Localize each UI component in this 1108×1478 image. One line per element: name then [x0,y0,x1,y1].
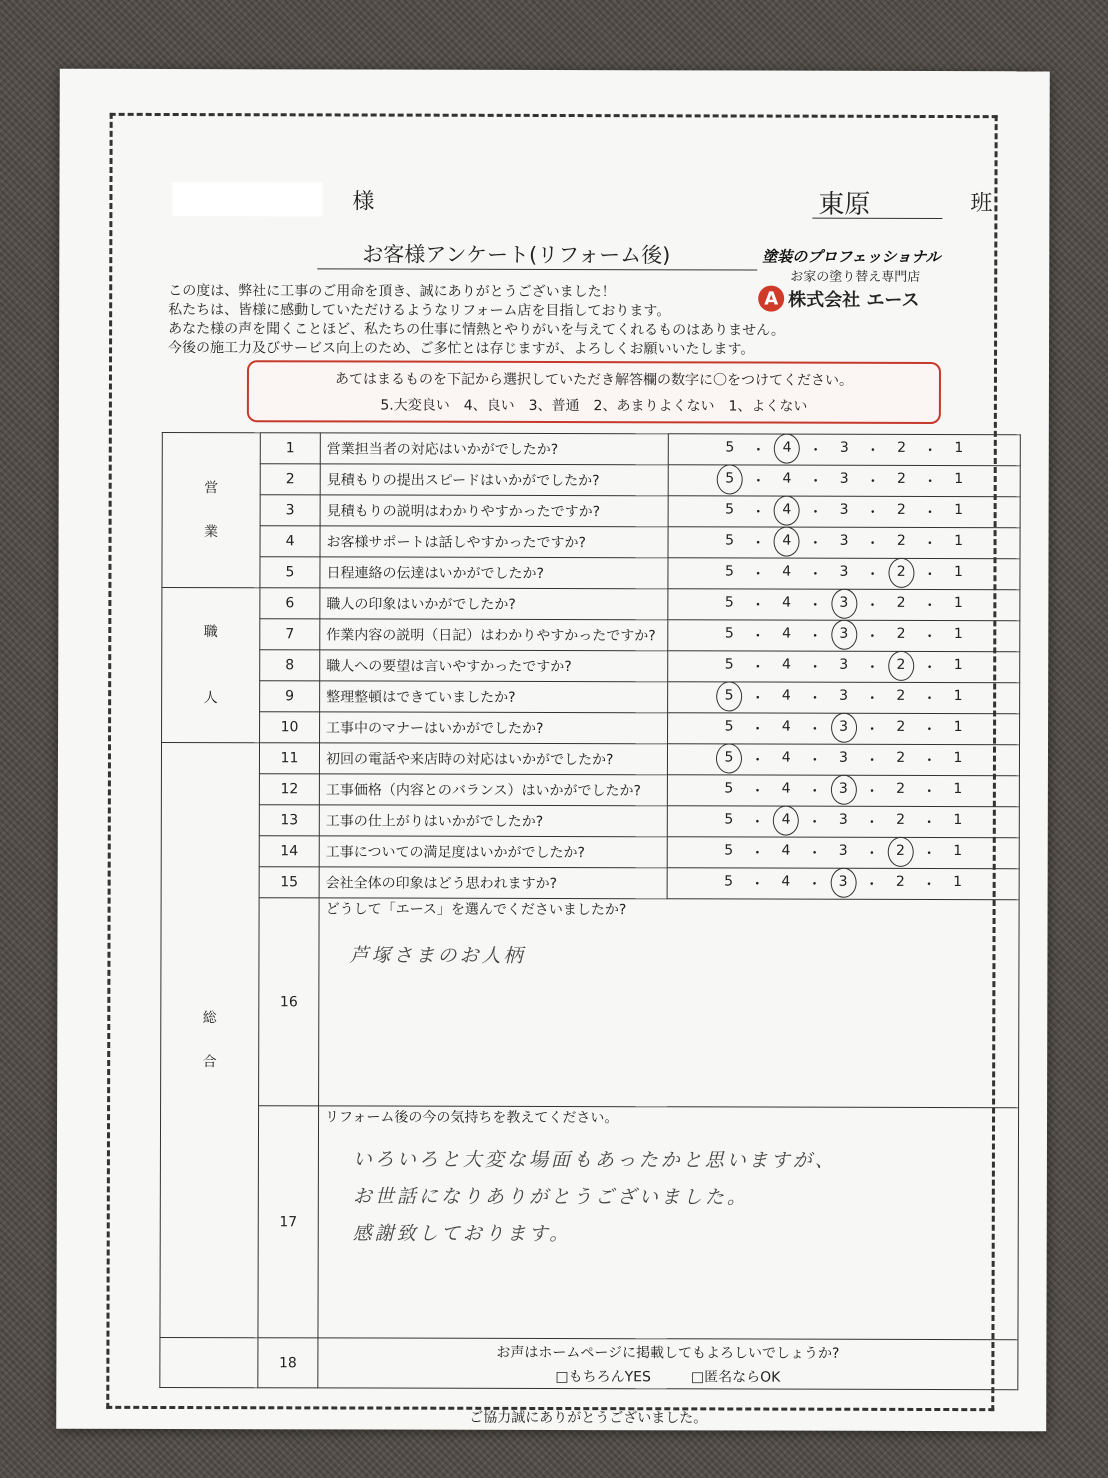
scale-legend: 5.大変良い 4、良い 3、普通 2、あまりよくない 1、よくない [380,397,808,415]
scale-option[interactable]: 1 [954,471,964,488]
question-text: 見積もりの提出スピードはいかがでしたか? [320,464,668,496]
answer-scale[interactable] [668,589,1020,621]
intro-line: あなた様の声を聞くことほど、私たちの仕事に情熱とやりがいを与えてくれるものはありません。 [168,320,785,339]
scale-option[interactable]: 4 [782,594,792,611]
scale-option[interactable]: 2 [896,749,906,766]
scale-dot: ・ [864,814,879,831]
scale-dot: ・ [864,783,880,800]
scale-option[interactable]: 5 [724,563,734,580]
scale-dot: ・ [808,597,823,614]
question-text: 整理整頓はできていましたか? [320,681,668,713]
scale-option[interactable]: 2 [896,501,906,518]
scale-option-selected[interactable]: 4 [772,440,802,460]
scale-option-selected[interactable]: 5 [715,470,745,490]
question-row [162,618,1020,651]
scale-dot: ・ [807,876,822,893]
scale-option[interactable]: 1 [953,595,963,612]
scale-dot: ・ [865,504,880,521]
scale-dot: ・ [807,845,822,862]
intro-line: この度は、弊社に工事のご用命を頂き、誠にありがとうございました！ [168,282,616,301]
answer-scale[interactable] [668,651,1020,683]
scale-dot: ・ [865,628,880,645]
scale-dot: ・ [922,783,937,801]
question-row [161,835,1019,868]
scale-option-selected[interactable]: 3 [829,595,859,615]
scale-option-selected[interactable]: 3 [828,781,858,801]
scale-option[interactable]: 1 [953,843,963,860]
scale-dot: ・ [922,690,937,708]
scale-option[interactable]: 4 [781,749,791,766]
scale-option[interactable]: 5 [724,873,734,890]
category-blank [160,1337,258,1387]
scale-option[interactable]: 4 [782,470,792,487]
scale-dot: ・ [865,659,880,676]
scale-option[interactable]: 1 [953,812,963,829]
scale-dot: ・ [865,535,880,552]
scale-option[interactable]: 3 [839,470,849,487]
question-number: 11 [259,743,319,774]
publish-consent [318,1338,1018,1390]
handwritten-answer: 芦塚さまのお人柄 [349,944,526,967]
scale-dot: ・ [808,504,823,521]
scale-option[interactable]: 2 [896,470,906,487]
consent-anon-checkbox[interactable]: □匿名ならOK [690,1368,781,1386]
question-number: 9 [260,681,320,712]
scale-dot: ・ [750,721,765,738]
scale-option-selected[interactable]: 4 [772,502,802,522]
handwritten-line: いろいろと大変な場面もあったかと思いますが、 [352,1148,837,1172]
scale-dot: ・ [807,752,822,769]
answer-scale[interactable] [668,527,1020,559]
scale-option[interactable]: 2 [896,811,906,828]
scale-dot: ・ [750,845,765,862]
scale-option[interactable]: 5 [724,842,734,859]
scale-option[interactable]: 4 [782,625,792,642]
scale-dot: ・ [865,473,880,490]
thank-you-footer: ご協力誠にありがとうございました。 [469,1409,708,1427]
team-name: 東原 [818,189,871,220]
scale-dot: ・ [922,566,937,584]
scale-option[interactable]: 1 [953,657,963,674]
question-row [162,432,1020,465]
question-row [161,866,1019,899]
scale-option[interactable]: 5 [725,532,735,549]
scale-option[interactable]: 2 [896,780,906,797]
question-number: 13 [259,805,319,836]
scale-dot: ・ [808,659,823,676]
scale-dot: ・ [922,721,937,739]
scale-option[interactable]: 5 [724,718,734,735]
scale-dot: ・ [807,690,823,707]
scale-option[interactable]: 4 [781,718,791,735]
scale-option[interactable]: 5 [724,811,734,828]
scale-option[interactable]: 2 [896,625,906,642]
instruction-text: あてはまるものを下記から選択していただき解答欄の数字に〇をつけてください。 [334,371,853,389]
scale-option[interactable]: 1 [953,688,963,705]
scale-dot: ・ [808,566,823,583]
question-text: 初回の電話や来店時の対応はいかがでしたか? [319,743,667,775]
redacted-customer-name [172,182,322,216]
answer-scale[interactable] [667,806,1019,838]
scale-dot: ・ [750,690,765,707]
category-shokunin: 職 人 [162,587,260,742]
consent-options [324,1365,1011,1387]
scale-option-selected[interactable]: 3 [828,874,858,894]
consent-yes-checkbox[interactable]: □もちろんYES [555,1368,651,1385]
scale-dot: ・ [751,473,766,490]
scale-dot: ・ [922,504,938,522]
scale-dot: ・ [808,442,823,459]
question-text: 職人の印象はいかがでしたか? [320,588,668,620]
scale-dot: ・ [865,566,880,583]
scale-dot: ・ [808,473,823,490]
answer-scale[interactable] [668,434,1020,466]
scale-option-selected[interactable]: 4 [771,812,801,832]
scale-dot: ・ [864,876,879,893]
scale-option[interactable]: 5 [724,594,734,611]
answer-scale[interactable] [667,775,1019,807]
answer-scale[interactable] [667,837,1019,869]
question-number: 7 [260,619,320,650]
scale-option[interactable]: 1 [953,750,963,767]
question-text: 工事の仕上がりはいかがでしたか? [319,805,667,837]
question-text: リフォーム後の今の気持ちを教えてください。 [325,1109,619,1127]
question-number: 16 [259,898,320,1106]
question-number: 15 [259,867,319,898]
question-row [161,773,1019,806]
scale-dot: ・ [807,721,822,738]
scale-option[interactable]: 1 [953,874,963,891]
question-row-17 [160,1105,1019,1339]
scale-option-selected[interactable]: 4 [772,533,802,553]
intro-text [168,282,968,360]
scale-dot: ・ [807,814,822,831]
scale-option-selected[interactable]: 3 [829,719,859,739]
answer-scale[interactable] [668,620,1020,652]
question-text: 作業内容の説明（日記）はわかりやすかったですか? [320,619,668,651]
scale-option[interactable]: 3 [839,532,849,549]
question-text: お声はホームページに掲載してもよろしいでしょうか? [496,1344,840,1362]
intro-line: 今後の施工力及びサービス向上のため、ご多忙とは存じますが、よろしくお願いいたします。 [168,339,755,358]
scale-dot: ・ [750,876,765,893]
question-text: 工事価格（内容とのバランス）はいかがでしたか? [319,774,667,806]
scale-dot: ・ [750,752,765,769]
scale-option[interactable]: 1 [953,781,963,798]
logo-icon: A [758,286,784,312]
company-tagline: 塗装のプロフェッショナル [762,247,941,267]
scale-dot: ・ [751,566,766,583]
question-text: 営業担当者の対応はいかがでしたか? [320,433,668,465]
answer-scale[interactable] [668,496,1020,528]
intro-line: 私たちは、皆様に感動していただけるようなリフォーム店を目指しております。 [168,301,671,320]
scale-option-selected[interactable]: 3 [829,626,859,646]
scale-dot: ・ [923,442,938,460]
answer-scale[interactable] [668,713,1020,745]
scale-option[interactable]: 1 [954,533,964,550]
scale-dot: ・ [751,442,766,459]
scale-dot: ・ [807,783,822,800]
scale-option[interactable]: 3 [838,811,848,828]
question-row [162,587,1020,620]
answer-scale[interactable] [667,868,1019,900]
question-number: 8 [260,650,320,681]
question-row [162,556,1020,589]
scale-option[interactable]: 4 [781,780,791,797]
free-answer-16[interactable] [319,898,1020,1108]
scale-option[interactable]: 2 [896,594,906,611]
question-number: 18 [258,1338,318,1388]
scale-option[interactable]: 3 [838,749,848,766]
sama-label: 様 [352,189,375,215]
question-row-18 [160,1337,1018,1389]
scale-dot: ・ [922,659,937,677]
question-text: 工事中のマナーはいかがでしたか? [320,712,668,744]
scale-option[interactable]: 5 [724,656,734,673]
scale-option[interactable]: 2 [895,873,905,890]
scale-dot: ・ [865,597,880,614]
dashed-border [106,113,997,1427]
question-text: 見積もりの説明はわかりやすかったですか? [320,495,668,527]
title-underline [317,268,757,270]
question-number: 10 [260,712,320,743]
question-row-16 [161,897,1020,1107]
scale-option-selected[interactable]: 2 [886,564,916,584]
scale-dot: ・ [751,504,766,521]
scale-dot: ・ [865,721,880,738]
question-number: 6 [260,588,320,619]
scale-option[interactable]: 5 [725,501,735,518]
scale-dot: ・ [750,659,765,676]
scale-dot: ・ [865,442,880,459]
question-row [162,711,1020,744]
scale-option[interactable]: 3 [839,563,849,580]
scale-option[interactable]: 4 [781,687,791,704]
team-label: 班 [970,191,993,217]
question-row [162,525,1020,558]
question-number: 4 [260,526,320,557]
scale-option[interactable]: 5 [724,780,734,797]
question-text: どうして「エース」を選んでくださいましたか? [325,901,627,919]
scale-dot: ・ [922,628,937,646]
scale-option-selected[interactable]: 2 [885,843,915,863]
scale-option[interactable]: 2 [896,718,906,735]
category-sogo: 総 合 [160,742,260,1337]
answer-scale[interactable] [668,558,1020,590]
question-text: 会社全体の印象はどう思われますか? [319,867,667,899]
answer-scale[interactable] [668,465,1020,497]
question-row [161,804,1019,837]
company-subtag: お家の塗り替え専門店 [790,269,921,285]
scale-dot: ・ [922,597,937,615]
scale-dot: ・ [922,845,937,863]
scale-dot: ・ [751,535,766,552]
question-row [161,742,1019,775]
scale-option[interactable]: 1 [953,564,963,581]
scale-option[interactable]: 1 [954,440,964,457]
scale-option[interactable]: 5 [725,439,735,456]
question-number: 12 [259,774,319,805]
question-number: 17 [258,1106,319,1338]
scale-option[interactable]: 3 [838,842,848,859]
company-name: 株式会社 エース [788,289,920,311]
scale-option[interactable]: 4 [781,873,791,890]
question-row [162,463,1020,496]
answer-scale[interactable] [668,682,1020,714]
scale-dot: ・ [864,845,879,862]
scale-dot: ・ [750,597,766,614]
scale-option[interactable]: 1 [954,502,964,519]
scale-dot: ・ [750,783,765,800]
scale-option-selected[interactable]: 5 [714,687,744,707]
question-row [162,494,1020,527]
question-row [162,649,1020,682]
scale-dot: ・ [865,690,880,707]
question-table [159,432,1020,1390]
scale-option-selected[interactable]: 5 [714,749,744,769]
scale-dot: ・ [750,814,765,831]
scale-dot: ・ [922,535,937,553]
handwritten-line: お世話になりありがとうございました。 [352,1185,749,1209]
scale-dot: ・ [808,535,823,552]
scale-dot: ・ [865,752,880,769]
scale-dot: ・ [808,628,823,645]
scale-option[interactable]: 3 [839,439,849,456]
scale-option[interactable]: 1 [953,626,963,643]
question-number: 5 [260,557,320,588]
question-text: 職人への要望は言いやすかったですか? [320,650,668,682]
question-number: 2 [260,464,320,495]
scale-option[interactable]: 5 [724,625,734,642]
free-answer-17[interactable] [318,1106,1019,1340]
scale-dot: ・ [922,814,937,832]
question-text: 日程連絡の伝達はいかがでしたか? [320,557,668,589]
handwritten-line: 感謝致しております。 [352,1222,572,1246]
scale-option[interactable]: 4 [781,842,791,859]
scale-option[interactable]: 2 [896,687,906,704]
question-text: お客様サポートは話しやすかったですか? [320,526,668,558]
scale-dot: ・ [750,628,765,645]
question-number: 1 [260,433,320,464]
scale-option[interactable]: 2 [896,532,906,549]
survey-sheet [56,69,1050,1432]
answer-scale[interactable] [667,744,1019,776]
scale-dot: ・ [922,876,937,894]
scale-option[interactable]: 4 [781,656,791,673]
scale-dot: ・ [923,473,938,491]
survey-title: お客様アンケート(リフォーム後) [362,242,671,268]
question-row [162,680,1020,713]
question-number: 3 [260,495,320,526]
scale-option[interactable]: 4 [782,563,792,580]
scale-option[interactable]: 3 [839,501,849,518]
scale-option-selected[interactable]: 2 [886,657,916,677]
scale-option[interactable]: 3 [839,687,849,704]
question-number: 14 [259,836,319,867]
scale-option[interactable]: 2 [897,439,907,456]
scale-option[interactable]: 3 [839,656,849,673]
scale-option[interactable]: 1 [953,719,963,736]
instruction-banner [247,360,941,424]
scale-dot: ・ [922,752,937,770]
question-text: 工事についての満足度はいかがでしたか? [319,836,667,868]
category-eigyo: 営 業 [162,432,260,587]
